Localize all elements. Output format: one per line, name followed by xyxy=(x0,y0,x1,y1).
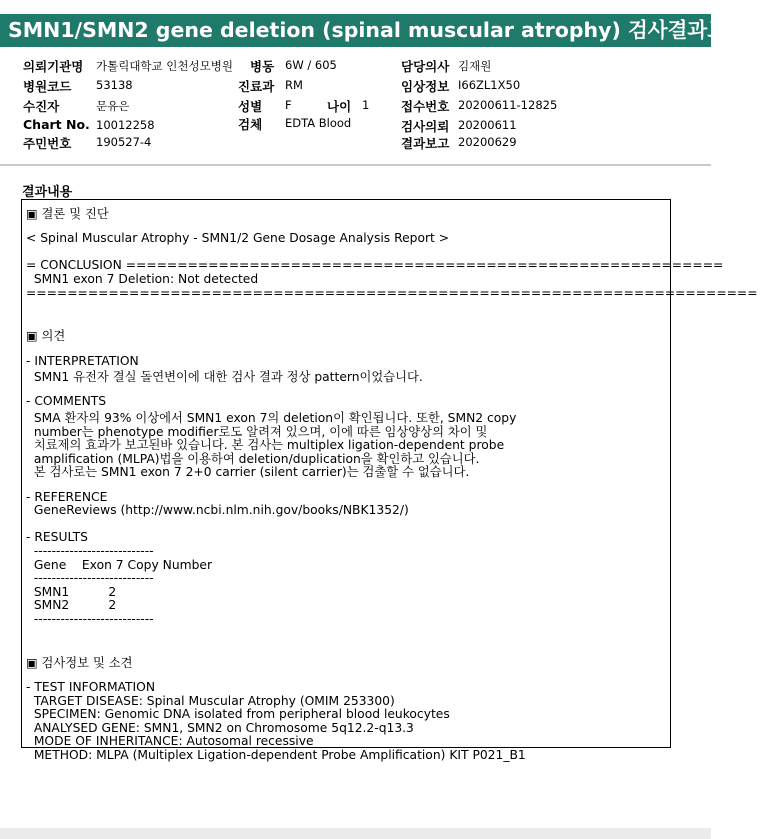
report-line: SPECIMEN: Genomic DNA isolated from peripheral blood leukocytes xyxy=(26,707,450,722)
header-divider xyxy=(0,164,711,166)
value-specimen: EDTA Blood xyxy=(285,116,352,130)
report-line: TARGET DISEASE: Spinal Muscular Atrophy (OMIM 253300) xyxy=(26,693,395,708)
label-receipt-number: 접수번호 xyxy=(401,99,450,114)
report-title: SMN1/SMN2 gene deletion (spinal muscular atrophy) 검사결과보고서 xyxy=(8,18,767,42)
report-content-box xyxy=(21,199,758,762)
label-attending-physician: 담당의사 xyxy=(401,59,450,74)
report-line: --------------------------- xyxy=(26,612,154,626)
report-line: ======================================================================= xyxy=(26,285,758,300)
report-line: SMN1 유전자 결실 돌연변이에 대한 검사 결과 정상 pattern이었습니다. xyxy=(26,370,423,385)
patient-info-panel xyxy=(0,52,711,164)
value-department: RM xyxy=(285,78,303,92)
report-line: --------------------------- xyxy=(26,571,154,586)
label-result-report-date: 결과보고 xyxy=(401,136,450,151)
label-ward: 병동 xyxy=(250,59,275,74)
report-line: - INTERPRETATION xyxy=(26,353,139,368)
report-line: SMN1 2 xyxy=(26,584,117,599)
report-line: 치료제의 효과가 보고된바 있습니다. 본 검사는 multiplex ligation-dependent probe xyxy=(26,438,505,453)
label-age: 나이 xyxy=(327,99,352,114)
value-result-report-date: 20200629 xyxy=(458,135,517,149)
value-receipt-number: 20200611-12825 xyxy=(458,98,558,112)
report-line: Gene Exon 7 Copy Number xyxy=(26,557,213,572)
report-line: ▣ 의견 xyxy=(26,329,66,344)
report-line: ANALYSED GENE: SMN1, SMN2 on Chromosome 5q12.2-q13.3 xyxy=(26,720,414,735)
report-line: amplification (MLPA)법을 이용하여 deletion/duplication을 확인하고 있습니다. xyxy=(26,451,480,466)
value-test-request-date: 20200611 xyxy=(458,118,517,132)
label-specimen: 검체 xyxy=(238,117,263,132)
value-requesting-institution: 가톨릭대학교 인천성모병원 xyxy=(96,59,233,73)
value-hospital-code: 53138 xyxy=(96,78,133,92)
report-line: MODE OF INHERITANCE: Autosomal recessive xyxy=(26,734,314,749)
report-line: ▣ 결론 및 진단 xyxy=(26,207,109,221)
report-line: SMA 환자의 93% 이상에서 SMN1 exon 7의 deletion이 확인됩니다. 또한, SMN2 copy xyxy=(26,411,517,425)
label-test-request-date: 검사의뢰 xyxy=(401,119,450,134)
value-patient-name: 문유은 xyxy=(96,99,130,113)
report-line: = CONCLUSION ========================================================== xyxy=(26,258,724,273)
label-patient-name: 수진자 xyxy=(23,99,60,114)
report-line: - COMMENTS xyxy=(26,394,107,409)
label-clinical-info: 임상정보 xyxy=(401,79,450,94)
report-line: < Spinal Muscular Atrophy - SMN1/2 Gene Dosage Analysis Report > xyxy=(26,231,450,246)
report-line: - TEST INFORMATION xyxy=(26,680,156,694)
report-line: - RESULTS xyxy=(26,530,88,545)
value-resident-number: 190527-4 xyxy=(96,135,152,149)
value-chart-no: 10012258 xyxy=(96,118,155,132)
report-line: --------------------------- xyxy=(26,544,154,558)
report-line: - REFERENCE xyxy=(26,489,108,504)
report-line: SMN1 exon 7 Deletion: Not detected xyxy=(26,272,259,286)
results-section-title: 결과내용 xyxy=(22,185,73,200)
value-attending-physician: 김재원 xyxy=(458,59,492,73)
label-department: 진료과 xyxy=(238,79,275,94)
report-line: GeneReviews (http://www.ncbi.nlm.nih.gov/books/NBK1352/) xyxy=(26,503,409,518)
label-requesting-institution: 의뢰기관명 xyxy=(23,59,84,74)
report-line: SMN2 2 xyxy=(26,598,117,613)
report-line: METHOD: MLPA (Multiplex Ligation-dependent Probe Amplification) KIT P021_B1 xyxy=(26,748,526,762)
bottom-bar xyxy=(0,828,711,839)
value-sex: F xyxy=(285,98,292,112)
label-chart-no: Chart No. xyxy=(23,117,90,132)
report-title-banner xyxy=(0,14,767,47)
value-ward: 6W / 605 xyxy=(285,58,337,72)
report-line: ▣ 검사정보 및 소견 xyxy=(26,655,133,670)
report-line: number는 phenotype modifier로도 알려져 있으며, 이에 따른 임상양상의 차이 및 xyxy=(26,424,488,439)
value-age: 1 xyxy=(362,98,370,112)
label-hospital-code: 병원코드 xyxy=(23,79,72,94)
report-line: 본 검사로는 SMN1 exon 7 2+0 carrier (silent carrier)는 검출할 수 없습니다. xyxy=(26,465,470,480)
label-resident-number: 주민번호 xyxy=(23,136,72,151)
value-clinical-info: I66ZL1X50 xyxy=(458,78,521,92)
label-sex: 성별 xyxy=(238,99,263,114)
